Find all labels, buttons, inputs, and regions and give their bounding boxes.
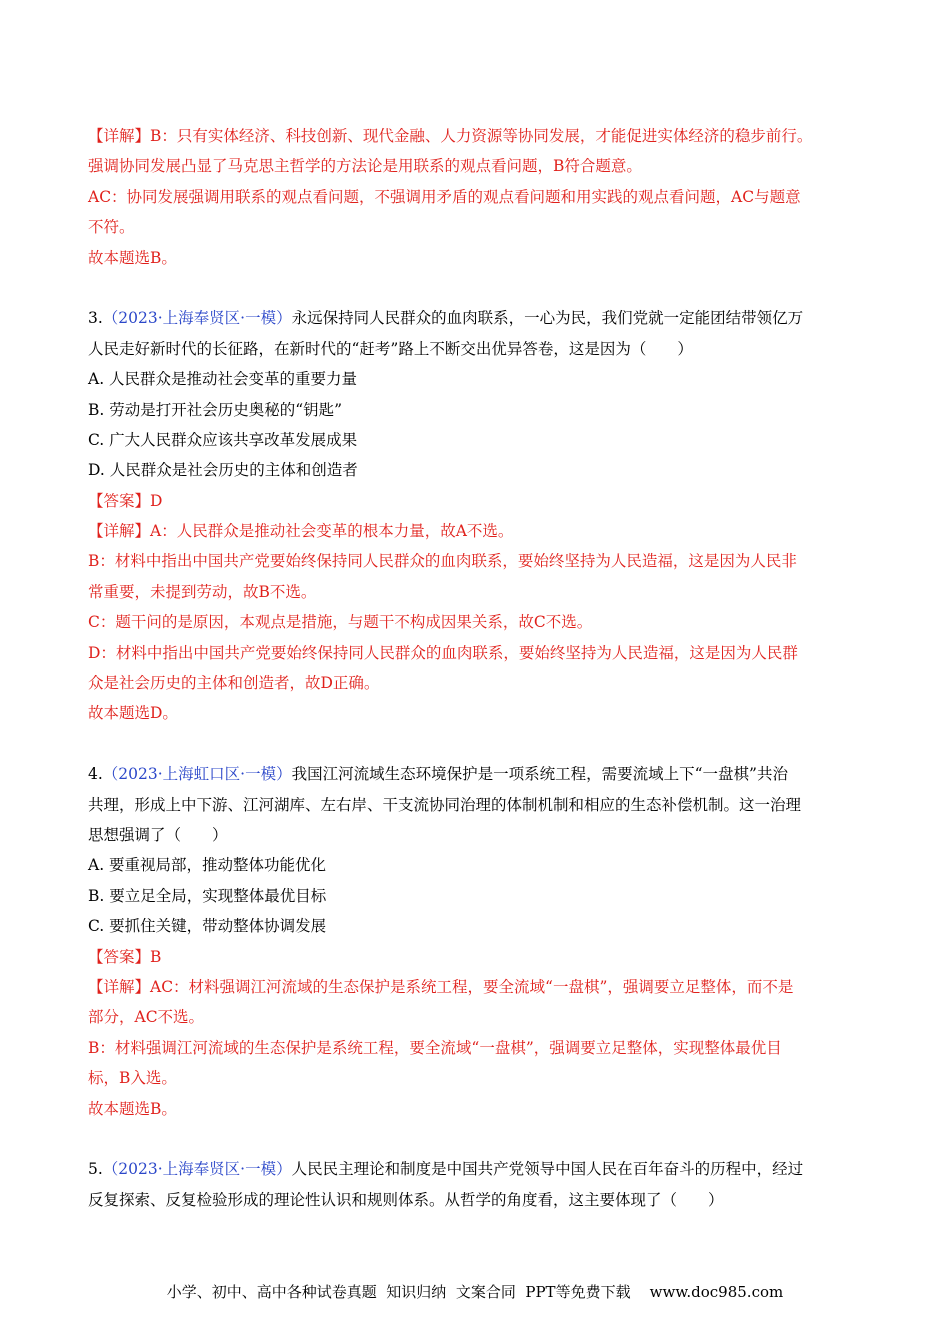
- question-text: 人民民主理论和制度是中国共产党领导中国人民在百年奋斗的历程中，经过: [291, 1160, 804, 1179]
- answer-line: 故本题选B。: [88, 248, 177, 267]
- text-line: D. 人民群众是社会历史的主体和创造者: [88, 461, 358, 480]
- answer-line: 【详解】B：只有实体经济、科技创新、现代金融、人力资源等协同发展，才能促进实体经济的稳步前行。: [88, 127, 813, 145]
- paragraph-gap: [88, 1124, 868, 1154]
- question-source: （2023·上海虹口区·一模）: [102, 765, 292, 784]
- text-line: B. 劳动是打开社会历史奥秘的“钥匙”: [88, 400, 343, 419]
- answer-line: D：材料中指出中国共产党要始终保持同人民群众的血肉联系，要始终坚持为人民造福，这是因为人民群: [88, 643, 798, 662]
- answer-line: 常重要，未提到劳动，故B不选。: [88, 582, 317, 601]
- answer-line: 【详解】A：人民群众是推动社会变革的根本力量，故A不选。: [88, 522, 514, 541]
- text-line: A. 要重视局部，推动整体功能优化: [88, 856, 327, 875]
- text-line: 共理，形成上中下游、江河湖库、左右岸、干支流协同治理的体制机制和相应的生态补偿机制。这一治理: [88, 795, 802, 814]
- answer-line: 故本题选B。: [88, 1099, 177, 1118]
- question-source: （2023·上海奉贤区·一模）: [102, 1160, 292, 1179]
- question-header: [88, 759, 868, 789]
- question-header: [88, 1154, 868, 1184]
- question-number: 4.: [88, 765, 103, 784]
- text-line: C. 广大人民群众应该共享改革发展成果: [88, 430, 358, 449]
- text-line: B. 要立足全局，实现整体最优目标: [88, 886, 327, 905]
- document-content: [88, 121, 868, 1215]
- paragraph-gap: [88, 729, 868, 759]
- answer-line: B：材料强调江河流域的生态保护是系统工程，要全流域“一盘棋”，强调要立足整体，实现整体最优目: [88, 1038, 782, 1057]
- answer-line: AC：协同发展强调用联系的观点看问题，不强调用矛盾的观点看问题和用实践的观点看问题，AC与题意: [88, 187, 801, 206]
- question-header: [88, 303, 868, 333]
- answer-line: 众是社会历史的主体和创造者，故D正确。: [88, 674, 380, 693]
- answer-line: 【详解】AC：材料强调江河流域的生态保护是系统工程，要全流域“一盘棋”，强调要立足整体，而不是: [88, 977, 794, 996]
- answer-line: 不符。: [88, 218, 135, 237]
- answer-line: 部分，AC不选。: [88, 1008, 205, 1027]
- answer-line: 标，B入选。: [88, 1069, 177, 1088]
- answer-line: 强调协同发展凸显了马克思主哲学的方法论是用联系的观点看问题，B符合题意。: [88, 157, 642, 176]
- question-text: 我国江河流域生态环境保护是一项系统工程，需要流域上下“一盘棋”共治: [291, 765, 788, 784]
- question-number: 3.: [88, 309, 103, 328]
- answer-line: B：材料中指出中国共产党要始终保持同人民群众的血肉联系，要始终坚持为人民造福，这是因为人民非: [88, 552, 797, 571]
- question-source: （2023·上海奉贤区·一模）: [102, 309, 292, 328]
- text-line: 思想强调了（ ）: [88, 825, 228, 844]
- answer-line: 故本题选D。: [88, 704, 178, 723]
- text-line: C. 要抓住关键，带动整体协调发展: [88, 917, 327, 936]
- question-text: 永远保持同人民群众的血肉联系，一心为民，我们党就一定能团结带领亿万: [291, 309, 804, 328]
- page-footer: 小学、初中、高中各种试卷真题 知识归纳 文案合同 PPT等免费下载 www.doc985.com: [166, 1283, 784, 1301]
- text-line: 人民走好新时代的长征路，在新时代的“赶考”路上不断交出优异答卷，这是因为（ ）: [88, 339, 693, 358]
- question-number: 5.: [88, 1160, 103, 1179]
- answer-line: C：题干问的是原因，本观点是措施，与题干不构成因果关系，故C不选。: [88, 613, 593, 632]
- text-line: 反复探索、反复检验形成的理论性认识和规则体系。从哲学的角度看，这主要体现了（ ）: [88, 1190, 724, 1209]
- answer-line: 【答案】B: [88, 947, 162, 966]
- text-line: A. 人民群众是推动社会变革的重要力量: [88, 370, 358, 389]
- paragraph-gap: [88, 273, 868, 303]
- answer-line: 【答案】D: [88, 491, 163, 510]
